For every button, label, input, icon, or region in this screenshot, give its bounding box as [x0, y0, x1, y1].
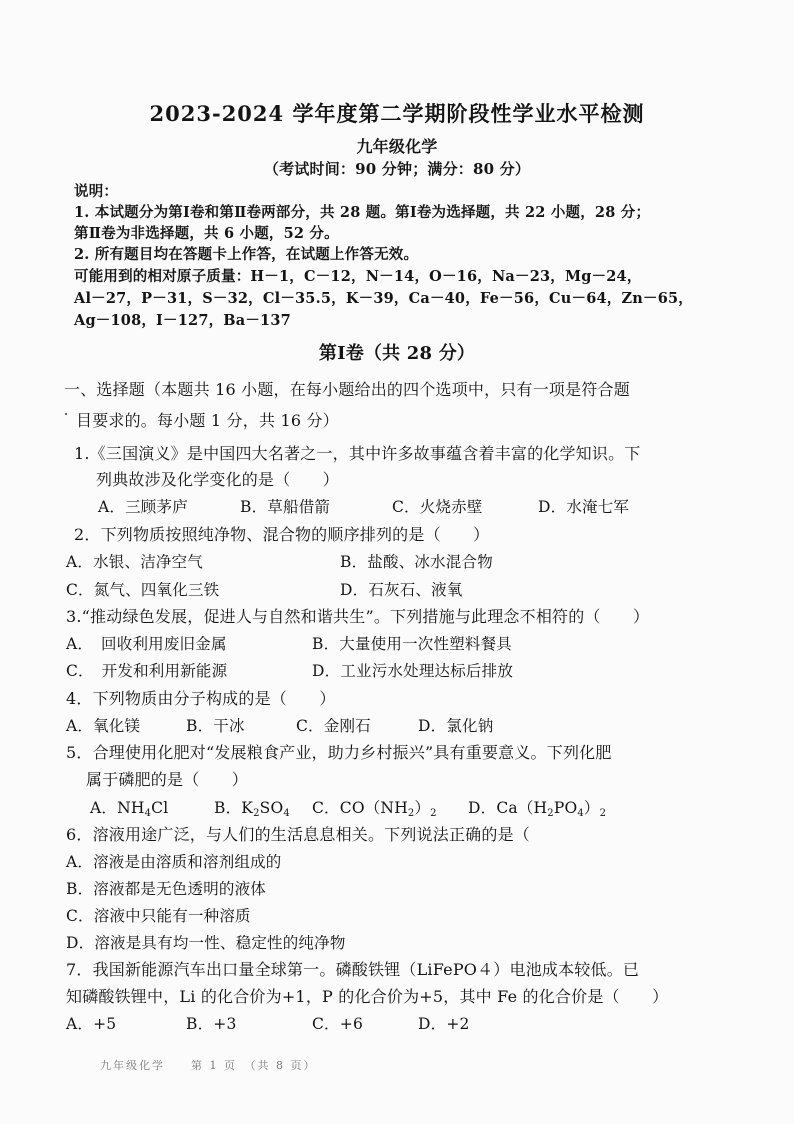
- question-3-option-d: D．工业污水处理达标后排放: [312, 662, 514, 680]
- question-7-stem: 7．我国新能源汽车出口量全球第一。磷酸铁锂（LiFePO４）电池成本较低。已: [66, 960, 640, 979]
- question-6-option-a: A．溶液是由溶质和溶剂组成的: [66, 853, 282, 871]
- question-6-option-c: C．溶液中只能有一种溶质: [66, 907, 251, 925]
- question-1-stem: 1.《三国演义》是中国四大名著之一，其中许多故事蕴含着丰富的化学知识。下: [74, 444, 641, 463]
- question-1-option-a: A．三顾茅庐: [98, 498, 188, 516]
- question-6-option-b: B．溶液都是无色透明的液体: [66, 880, 266, 898]
- section-title: 第Ⅰ卷（共 28 分）: [318, 343, 476, 364]
- question-7-option-c: C．+6: [312, 1015, 364, 1033]
- question-7-option-a: A．+5: [66, 1015, 117, 1033]
- scan-speck: [65, 413, 67, 415]
- question-7-stem: 知磷酸铁锂中，Li 的化合价为+1，P 的化合价为+5，其中 Fe 的化合价是（ ）: [66, 987, 669, 1006]
- exam-subject: 九年级化学: [356, 137, 438, 156]
- question-2-stem: 2．下列物质按照纯净物、混合物的顺序排列的是（ ）: [74, 525, 490, 544]
- question-4-stem: 4．下列物质由分子构成的是（ ）: [66, 689, 336, 708]
- atomic-mass-line: Al－27，P－31，S－32，Cl－35.5，K－39，Ca－40，Fe－56，Cu－64，Zn－65，: [74, 290, 693, 307]
- question-3-option-b: B．大量使用一次性塑料餐具: [312, 635, 512, 653]
- instructions-line: 1. 本试题分为第Ⅰ卷和第Ⅱ卷两部分，共 28 题。第Ⅰ卷为选择题，共 22 小题，28 分；: [74, 204, 651, 221]
- instructions-line: 2. 所有题目均在答题卡上作答，在试题上作答无效。: [74, 246, 419, 263]
- question-2-option-c: C．氮气、四氧化三铁: [66, 581, 220, 599]
- question-5-stem: 属于磷肥的是（ ）: [86, 770, 249, 789]
- question-5-option-d: D．$Ca(H_2PO_4)_2$: [468, 799, 607, 819]
- question-3-option-c: C． 开发和利用新能源: [66, 662, 228, 680]
- question-1-option-c: C．火烧赤壁: [392, 498, 483, 516]
- question-4-option-c: C．金刚石: [296, 717, 371, 735]
- question-7-option-d: D．+2: [418, 1015, 470, 1033]
- question-5-option-a: A．$NH_4Cl$: [90, 799, 169, 819]
- question-1-option-b: B．草船借箭: [240, 498, 331, 516]
- question-3-stem: 3.“推动绿色发展，促进人与自然和谐共生”。下列措施与此理念不相符的（ ）: [66, 607, 650, 626]
- question-5-option-c: C．$CO(NH_2)_2$: [312, 799, 437, 819]
- exam-title: 2023-2024 学年度第二学期阶段性学业水平检测: [149, 101, 645, 126]
- section-intro: 一、选择题（本题共 16 小题，在每小题给出的四个选项中，只有一项是符合题: [64, 380, 630, 399]
- question-1-stem: 列典故涉及化学变化的是（ ）: [96, 470, 340, 489]
- question-2-option-d: D．石灰石、液氧: [340, 581, 463, 599]
- instructions-heading: 说明：: [74, 183, 119, 200]
- question-2-option-a: A．水银、洁净空气: [66, 553, 203, 571]
- exam-info: （考试时间：90 分钟；满分：80 分）: [263, 160, 531, 178]
- question-6-option-d: D．溶液是具有均一性、稳定性的纯净物: [66, 934, 346, 952]
- atomic-mass-line: 可能用到的相对原子质量：H－1，C－12，N－14，O－16，Na－23，Mg－24，: [74, 268, 642, 285]
- question-3-option-a: A． 回收利用废旧金属: [66, 635, 227, 653]
- section-intro: 目要求的。每小题 1 分，共 16 分）: [76, 411, 339, 430]
- question-2-option-b: B．盐酸、冰水混合物: [340, 553, 493, 571]
- question-4-option-d: D．氯化钠: [418, 717, 494, 735]
- instructions-line: 第Ⅱ卷为非选择题，共 6 小题，52 分。: [74, 225, 339, 242]
- question-4-option-a: A．氧化镁: [66, 717, 141, 735]
- page-footer: 九年级化学 第 1 页 （共 8 页）: [100, 1059, 317, 1072]
- atomic-mass-line: Ag－108，I－127，Ba－137: [74, 312, 291, 329]
- question-6-stem: 6．溶液用途广泛，与人们的生活息息相关。下列说法正确的是（: [66, 825, 530, 844]
- question-4-option-b: B．干冰: [186, 717, 245, 735]
- question-5-option-b: B．$K_2SO_4$: [214, 799, 290, 819]
- question-1-option-d: D．水淹七军: [538, 498, 630, 516]
- question-7-option-b: B．+3: [186, 1015, 237, 1033]
- question-5-stem: 5．合理使用化肥对“发展粮食产业，助力乡村振兴”具有重要意义。下列化肥: [66, 743, 612, 762]
